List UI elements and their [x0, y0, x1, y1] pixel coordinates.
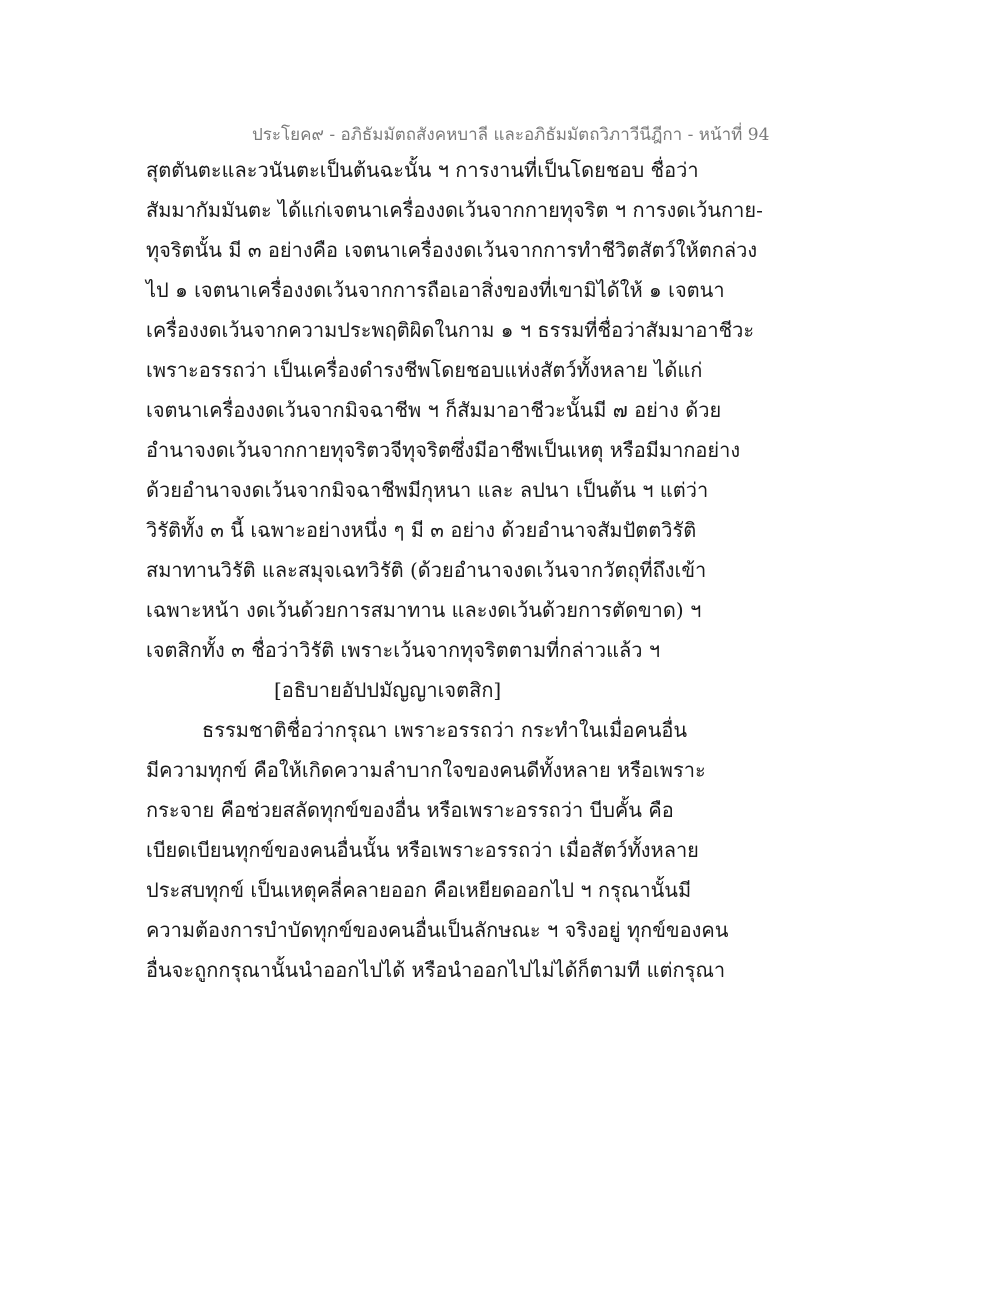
text-line: ไป ๑ เจตนาเครื่องงดเว้นจากการถือเอาสิ่งของที่เขามิได้ให้ ๑ เจตนา [146, 278, 725, 302]
text-line: เจตสิกทั้ง ๓ ชื่อว่าวิรัติ เพราะเว้นจากทุจริตตามที่กล่าวแล้ว ฯ [146, 638, 661, 662]
text-line: ด้วยอำนาจงดเว้นจากมิจฉาชีพมีกุหนา และ ลปนา เป็นต้น ฯ แต่ว่า [146, 478, 709, 502]
text-line: อื่นจะถูกกรุณานั้นนำออกไปได้ หรือนำออกไปไม่ได้ก็ตามที แต่กรุณา [146, 958, 726, 982]
section-heading: [อธิบายอัปปมัญญาเจตสิก] [274, 678, 502, 702]
text-line: สัมมากัมมันตะ ได้แก่เจตนาเครื่องงดเว้นจากกายทุจริต ฯ การงดเว้นกาย- [146, 198, 763, 222]
text-line: เพราะอรรถว่า เป็นเครื่องดำรงชีพโดยชอบแห่งสัตว์ทั้งหลาย ได้แก่ [146, 358, 703, 382]
text-line: ประสบทุกข์ เป็นเหตุคลี่คลายออก คือเหยียดออกไป ฯ กรุณานั้นมี [146, 878, 692, 902]
text-line: สมาทานวิรัติ และสมุจเฉทวิรัติ (ด้วยอำนาจงดเว้นจากวัตถุที่ถึงเข้า [146, 558, 707, 582]
text-line: สุตตันตะและวนันตะเป็นต้นฉะนั้น ฯ การงานที่เป็นโดยชอบ ชื่อว่า [146, 158, 699, 182]
running-header: ประโยค๙ - อภิธัมมัตถสังคหบาลี และอภิธัมมัตถวิภาวีนีฎีกา - หน้าที่ 94 [252, 125, 770, 145]
text-line: ทุจริตนั้น มี ๓ อย่างคือ เจตนาเครื่องงดเว้นจากการทำชีวิตสัตว์ให้ตกล่วง [146, 238, 758, 262]
text-line: วิรัติทั้ง ๓ นี้ เฉพาะอย่างหนึ่ง ๆ มี ๓ อย่าง ด้วยอำนาจสัมปัตตวิรัติ [146, 518, 697, 542]
text-line: เฉพาะหน้า งดเว้นด้วยการสมาทาน และงดเว้นด้วยการตัดขาด) ฯ [146, 598, 702, 622]
text-line: ธรรมชาติชื่อว่ากรุณา เพราะอรรถว่า กระทำในเมื่อคนอื่น [202, 718, 688, 742]
text-line: มีความทุกข์ คือให้เกิดความลำบากใจของคนดีทั้งหลาย หรือเพราะ [146, 758, 706, 782]
text-line: อำนาจงดเว้นจากกายทุจริตวจีทุจริตซึ่งมีอาชีพเป็นเหตุ หรือมีมากอย่าง [146, 438, 741, 462]
text-line: กระจาย คือช่วยสลัดทุกข์ของอื่น หรือเพราะอรรถว่า บีบคั้น คือ [146, 798, 674, 822]
text-line: เครื่องงดเว้นจากความประพฤติผิดในกาม ๑ ฯ ธรรมที่ชื่อว่าสัมมาอาชีวะ [146, 318, 755, 342]
text-line: เบียดเบียนทุกข์ของคนอื่นนั้น หรือเพราะอรรถว่า เมื่อสัตว์ทั้งหลาย [146, 838, 699, 862]
text-line: เจตนาเครื่องงดเว้นจากมิจฉาชีพ ฯ ก็สัมมาอาชีวะนั้นมี ๗ อย่าง ด้วย [146, 398, 722, 422]
text-line: ความต้องการบำบัดทุกข์ของคนอื่นเป็นลักษณะ ฯ จริงอยู่ ทุกข์ของคน [146, 918, 729, 942]
